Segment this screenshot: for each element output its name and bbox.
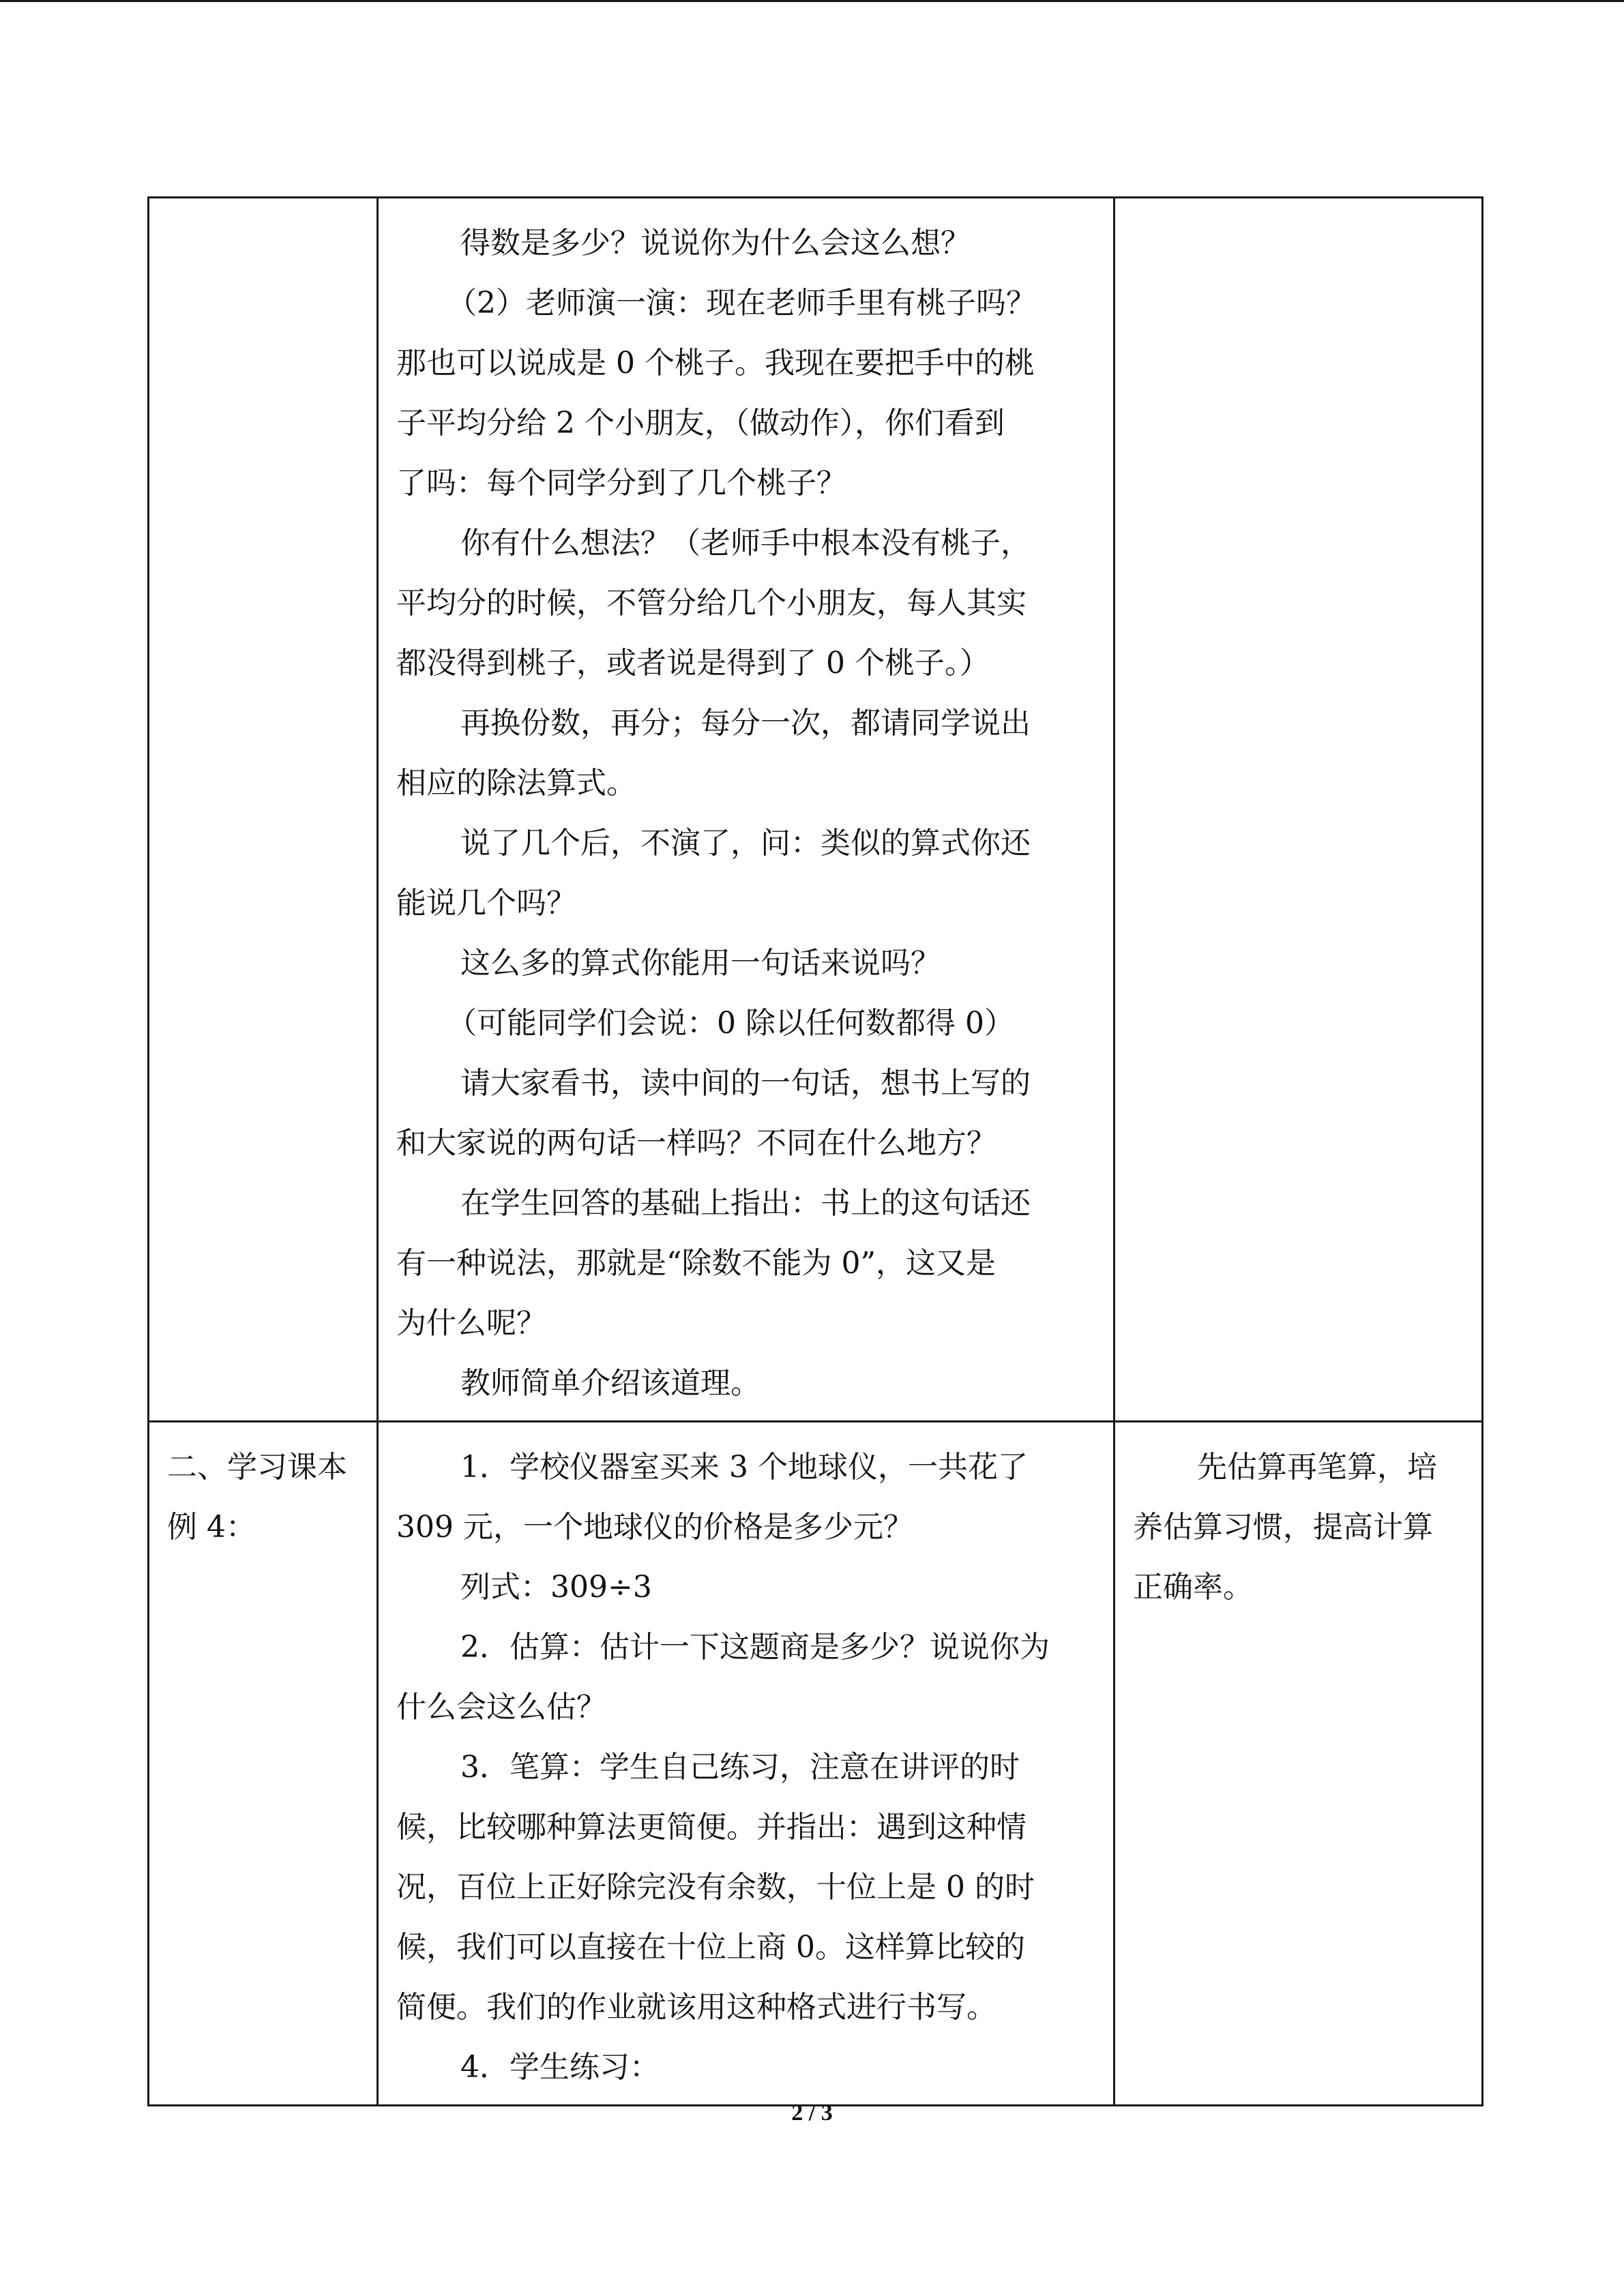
lesson-plan-table <box>147 196 1483 2106</box>
text-line: 得数是多少？说说你为什么会这么想？ <box>460 226 971 260</box>
text-line: 先估算再笔算，培 <box>1197 1450 1437 1485</box>
content-text <box>379 1422 1113 2104</box>
text-line: 和大家说的两句话一样吗？不同在什么地方？ <box>396 1126 996 1161</box>
text-line: 为什么呢？ <box>396 1306 546 1341</box>
text-line: 再换份数，再分；每分一次，都请同学说出 <box>460 706 1031 741</box>
text-line: 例 4： <box>167 1510 256 1545</box>
text-line: 列式：309÷3 <box>460 1570 652 1605</box>
text-line: 了吗：每个同学分到了几个桃子？ <box>396 466 846 501</box>
section-text <box>149 198 377 220</box>
text-line: 候，我们可以直接在十位上商 0。这样算比较的 <box>396 1930 1025 1965</box>
text-line: 教师简单介绍该道理。 <box>460 1366 761 1401</box>
text-line: 你有什么想法？（老师手中根本没有桃子， <box>460 526 1031 561</box>
table-row <box>149 198 1483 1422</box>
text-line: 都没得到桃子，或者说是得到了 0 个桃子。） <box>396 646 990 681</box>
text-line: 相应的除法算式。 <box>396 766 636 801</box>
text-line: （可能同学们会说：0 除以任何数都得 0） <box>447 1006 1014 1041</box>
text-line: 子平均分给 2 个小朋友，（做动作），你们看到 <box>396 406 1005 441</box>
table-row <box>149 1422 1483 2106</box>
section-cell <box>149 198 378 1422</box>
text-line: 简便。我们的作业就该用这种格式进行书写。 <box>396 1990 996 2025</box>
content-text <box>379 198 1113 1420</box>
text-line: 平均分的时候，不管分给几个小朋友，每人其实 <box>396 586 1027 621</box>
content-cell <box>378 1422 1114 2106</box>
text-line: 有一种说法，那就是“除数不能为 0”，这又是 <box>396 1246 996 1281</box>
text-line: 二、学习课本 <box>167 1450 347 1485</box>
text-line: 这么多的算式你能用一句话来说吗？ <box>460 946 941 981</box>
text-line: 那也可以说成是 0 个桃子。我现在要把手中的桃 <box>396 346 1035 381</box>
note-cell <box>1114 198 1483 1422</box>
section-cell <box>149 1422 378 2106</box>
note-text <box>1115 1422 1481 1624</box>
note-text <box>1115 198 1481 220</box>
text-line: 在学生回答的基础上指出：书上的这句话还 <box>460 1186 1031 1221</box>
text-line: 正确率。 <box>1133 1570 1253 1605</box>
text-line: 候，比较哪种算法更简便。并指出：遇到这种情 <box>396 1810 1027 1845</box>
text-line: 况，百位上正好除完没有余数，十位上是 0 的时 <box>396 1870 1035 1905</box>
note-cell <box>1114 1422 1483 2106</box>
text-line: 2．估算：估计一下这题商是多少？说说你为 <box>460 1630 1050 1665</box>
content-cell <box>378 198 1114 1422</box>
text-line: 能说几个吗？ <box>396 886 576 921</box>
top-border-line <box>0 0 1624 2</box>
text-line: 3．笔算：学生自己练习，注意在讲评的时 <box>460 1750 1020 1785</box>
text-line: 请大家看书，读中间的一句话，想书上写的 <box>460 1066 1031 1101</box>
text-line: 什么会这么估？ <box>396 1690 606 1725</box>
text-line: 1．学校仪器室买来 3 个地球仪，一共花了 <box>460 1450 1028 1485</box>
text-line: 4．学生练习： <box>460 2050 660 2085</box>
section-text <box>149 1422 377 1564</box>
text-line: 309 元，一个地球仪的价格是多少元？ <box>396 1510 913 1545</box>
page-number: 2 / 3 <box>791 2100 833 2126</box>
text-line: 说了几个后，不演了，问：类似的算式你还 <box>460 826 1031 861</box>
text-line: （2）老师演一演：现在老师手里有桃子吗？ <box>447 286 1036 320</box>
text-line: 养估算习惯，提高计算 <box>1133 1510 1433 1545</box>
